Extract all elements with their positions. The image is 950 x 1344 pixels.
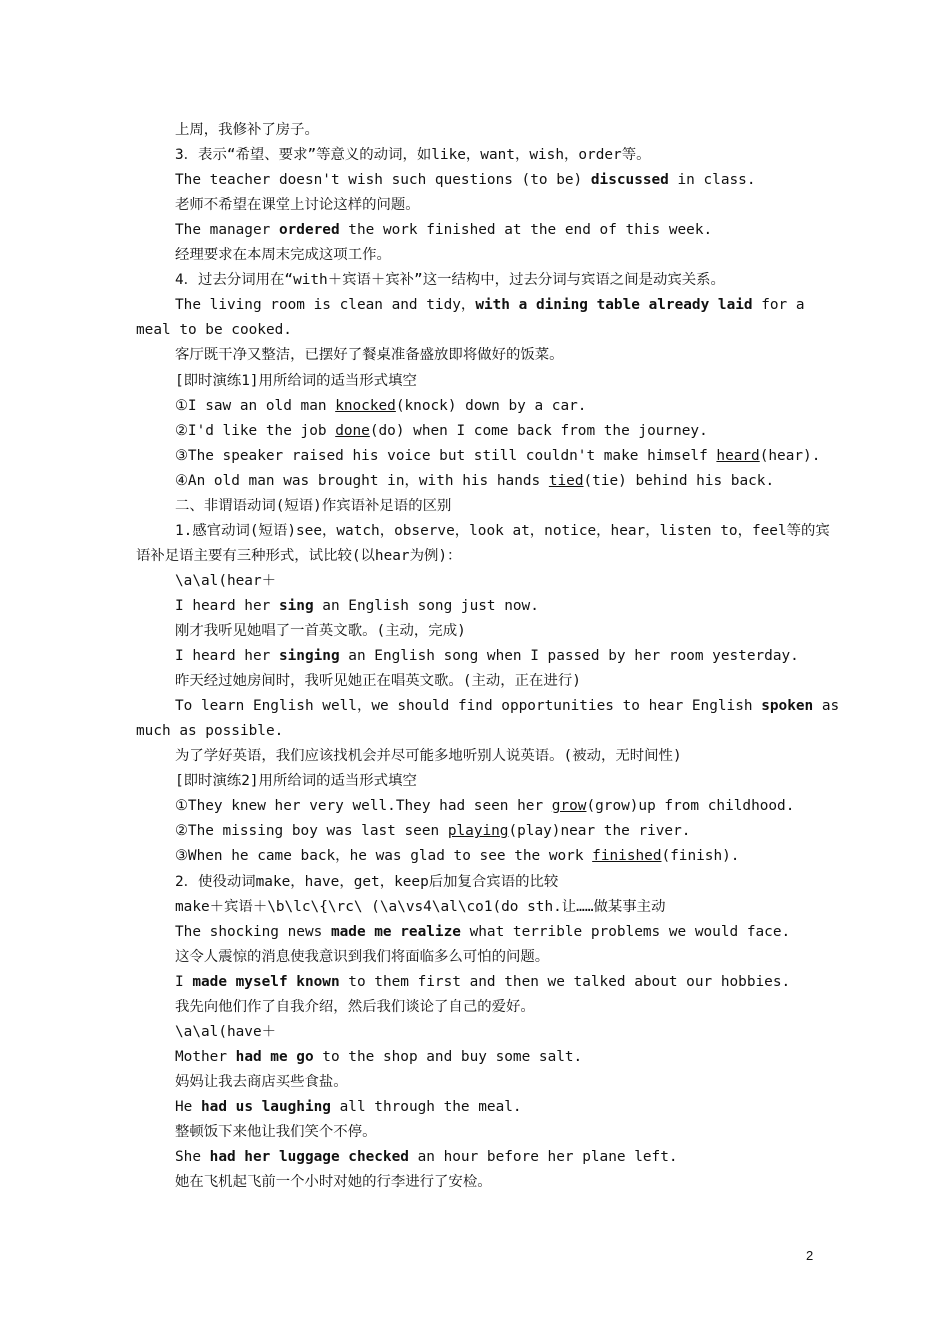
text-run: an hour before her plane left. [408, 1149, 678, 1166]
text-line [175, 494, 816, 519]
text-line [175, 744, 816, 769]
text-run: (do) when I come back from the journey. [369, 422, 708, 439]
text-line [175, 1020, 816, 1045]
text-run: 整顿饭下来他让我们笑个不停。 [175, 1124, 377, 1140]
text-run: 昨天经过她房间时，我听见她正在唱英文歌。(主动，正在进行) [175, 673, 581, 690]
text-run: ②I'd like the job [175, 422, 336, 439]
text-run: for a [752, 297, 805, 314]
text-run: 老师不希望在课堂上讨论这样的问题。 [175, 197, 420, 214]
text-line [175, 870, 816, 895]
text-run: 3．表示“希望、要求”等意义的动词，如like，want，wish，order等。 [175, 147, 651, 164]
text-line [175, 419, 816, 444]
text-run: ②The missing boy was last seen [175, 823, 448, 840]
text-run: to the shop and buy some salt. [313, 1048, 583, 1065]
text-run: I heard her [175, 597, 279, 614]
text-run: 二、非谓语动词(短语)作宾语补足语的区别 [175, 497, 452, 514]
text-run: ③The speaker raised his voice but still couldn't make himself [175, 447, 717, 464]
text-line [175, 844, 816, 869]
text-run: 4．过去分词用在“with＋宾语＋宾补”这一结构中，过去分词与宾语之间是动宾关系。 [175, 272, 725, 289]
text-line [175, 1095, 816, 1120]
text-line [175, 519, 830, 544]
bold-phrase: with a dining table already laid [475, 297, 753, 314]
text-run: 2．使役动词make，have，get，keep后加复合宾语的比较 [175, 873, 559, 890]
text-line [136, 719, 816, 744]
text-run: I [175, 973, 193, 990]
text-run: 刚才我听见她唱了一首英文歌。(主动，完成) [175, 623, 466, 639]
text-run: She [175, 1149, 210, 1166]
answer-blank: heard [716, 447, 760, 464]
text-run: (hear). [759, 447, 821, 464]
text-line [175, 394, 816, 419]
text-run: ④An old man was brought in，with his hands [175, 472, 549, 489]
text-run: 为了学好英语，我们应该找机会并尽可能多地听别人说英语。(被动，无时间性) [175, 748, 682, 765]
bold-phrase: spoken [761, 698, 814, 715]
text-line [175, 118, 816, 143]
answer-blank: tied [548, 472, 584, 489]
text-run: 我先向他们作了自我介绍，然后我们谈论了自己的爱好。 [175, 998, 535, 1015]
text-run: 她在飞机起飞前一个小时对她的行李进行了安检。 [175, 1174, 492, 1191]
text-line [175, 1120, 816, 1145]
text-line [175, 619, 816, 644]
text-line [175, 694, 840, 719]
text-run: the work finished at the end of this week. [339, 222, 713, 239]
text-run: as [813, 698, 840, 715]
text-run: meal to be cooked. [136, 322, 292, 339]
bold-phrase: made me realize [330, 923, 461, 940]
page-number: 2 [806, 1248, 814, 1263]
text-run: The living room is clean and tidy， [175, 297, 476, 314]
text-run: ③When he came back，he was glad to see the work [175, 848, 593, 865]
text-run: The shocking news [175, 923, 331, 940]
bold-phrase: had us laughing [201, 1098, 331, 1115]
bold-phrase: had me go [235, 1048, 314, 1065]
text-run: 语补足语主要有三种形式，试比较(以hear为例)： [136, 547, 462, 564]
text-run: 这令人震惊的消息使我意识到我们将面临多么可怕的问题。 [175, 948, 550, 965]
text-run: 客厅既干净又整洁，已摆好了餐桌准备盛放即将做好的饭菜。 [175, 347, 564, 364]
text-run: The manager [175, 222, 279, 239]
text-run: much as possible. [136, 723, 284, 740]
text-run: He [175, 1098, 201, 1115]
text-run: (knock) down by a car. [395, 397, 587, 414]
bold-phrase: made myself known [192, 973, 340, 990]
text-line [175, 218, 816, 243]
bold-phrase: discussed [590, 172, 669, 189]
text-run: ①They knew her very well.They had seen her [175, 798, 552, 815]
text-run: 上周，我修补了房子。 [175, 122, 319, 138]
text-line [175, 168, 816, 193]
text-run: to them first and then we talked about our hobbies. [339, 973, 791, 990]
text-run: \a\al(hear＋ [175, 572, 277, 589]
text-line [175, 644, 816, 669]
bold-phrase: had her luggage checked [209, 1149, 409, 1166]
text-run: an English song just now. [313, 597, 539, 614]
text-line [175, 794, 816, 819]
text-line [136, 318, 816, 343]
answer-blank: knocked [335, 397, 396, 414]
text-run: \a\al(have＋ [175, 1023, 277, 1040]
text-line [175, 193, 816, 218]
text-run: ①I saw an old man [175, 397, 336, 414]
text-run: in class. [668, 172, 756, 189]
bold-phrase: singing [278, 648, 340, 665]
bold-phrase: ordered [278, 222, 340, 239]
text-run: make＋宾语＋\b\lc\{\rc\ (\a\vs4\al\co1(do sth.让……做某事主动 [175, 898, 666, 915]
text-run: (play)near the river. [508, 823, 691, 840]
text-run: Mother [175, 1048, 236, 1065]
text-run: 1.感官动词(短语)see，watch，observe，look at，notice，hear，listen to，feel等的宾 [175, 522, 830, 539]
answer-blank: done [335, 422, 370, 439]
answer-blank: playing [447, 823, 509, 840]
text-line [175, 469, 816, 494]
bold-phrase: sing [278, 597, 314, 614]
text-line [175, 895, 816, 920]
text-line [175, 995, 816, 1020]
text-run: To learn English well，we should find opportunities to hear English [175, 698, 762, 715]
text-line [175, 819, 816, 844]
text-run: all through the meal. [330, 1098, 522, 1115]
text-run: what terrible problems we would face. [460, 923, 791, 940]
text-line [175, 293, 816, 318]
text-run: (grow)up from childhood. [586, 798, 795, 815]
text-line [175, 268, 816, 293]
text-line [175, 343, 816, 368]
text-line [175, 594, 816, 619]
text-run: The teacher doesn't wish such questions (to be) [175, 172, 591, 189]
text-line [175, 920, 816, 945]
text-line [175, 1070, 816, 1095]
text-line [175, 369, 816, 394]
text-run: 妈妈让我去商店买些食盐。 [175, 1073, 348, 1090]
text-line [136, 544, 816, 569]
text-line [175, 970, 816, 995]
text-run: an English song when I passed by her room yesterday. [339, 648, 799, 665]
text-line [175, 143, 816, 168]
text-line [175, 1045, 816, 1070]
text-line [175, 569, 816, 594]
text-line [175, 669, 816, 694]
text-run: (tie) behind his back. [583, 472, 775, 489]
text-line [175, 1170, 816, 1195]
text-line [175, 769, 816, 794]
answer-blank: finished [592, 848, 662, 865]
text-line [175, 243, 816, 268]
text-line [175, 444, 821, 469]
text-line [175, 1145, 816, 1170]
text-run: [即时演练2]用所给词的适当形式填空 [175, 773, 417, 790]
text-run: 经理要求在本周末完成这项工作。 [175, 247, 391, 264]
text-run: [即时演练1]用所给词的适当形式填空 [175, 372, 417, 389]
text-line [175, 945, 816, 970]
text-run: I heard her [175, 648, 279, 665]
text-run: (finish). [661, 848, 740, 865]
answer-blank: grow [551, 798, 587, 815]
